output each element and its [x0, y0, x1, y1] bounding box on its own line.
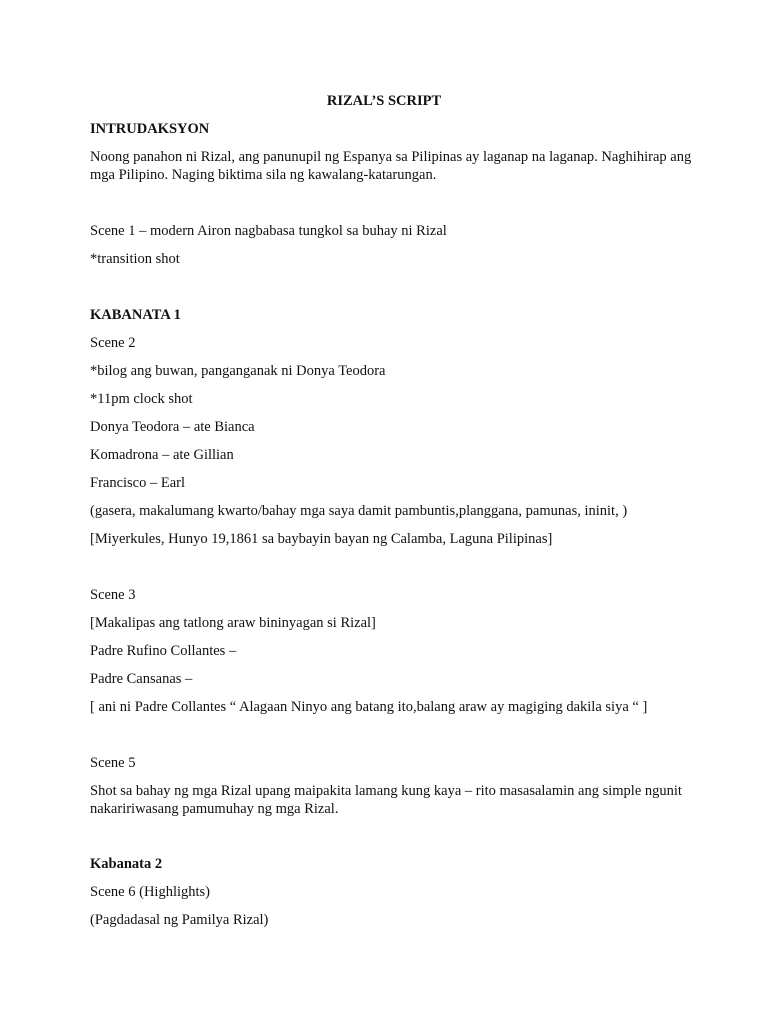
document-title: RIZAL’S SCRIPT [326, 93, 442, 109]
scene-3-baptism-note: [Makalipas ang tatlong araw bininyagan si Rizal] [90, 615, 376, 631]
intro-heading: INTRUDAKSYON [90, 121, 210, 137]
scene-2-props: (gasera, makalumang kwarto/bahay mga saya damit pambuntis,planggana, pamunas, ininit, ) [90, 503, 628, 519]
cast-padre-cansanas: Padre Cansanas – [90, 671, 193, 687]
scene-6-label: Scene 6 (Highlights) [90, 884, 211, 900]
kabanata-2-heading: Kabanata 2 [90, 856, 163, 872]
scene-5-label: Scene 5 [90, 755, 136, 771]
kabanata-1-heading: KABANATA 1 [90, 307, 181, 323]
scene-5-paragraph-line-2: nakaririwasang pamumuhay ng mga Rizal. [90, 801, 339, 817]
scene-1-line: Scene 1 – modern Airon nagbabasa tungkol sa buhay ni Rizal [90, 223, 447, 239]
scene-5-paragraph-line-1: Shot sa bahay ng mga Rizal upang maipakita lamang kung kaya – rito masasalamin ang simple ngunit [90, 783, 682, 799]
scene-2-moon-note: *bilog ang buwan, panganganak ni Donya Teodora [90, 363, 386, 379]
scene-6-note: (Pagdadasal ng Pamilya Rizal) [90, 912, 269, 928]
scene-2-clock-note: *11pm clock shot [90, 391, 193, 407]
cast-padre-collantes: Padre Rufino Collantes – [90, 643, 237, 659]
cast-francisco: Francisco – Earl [90, 475, 186, 491]
scene-2-setting: [Miyerkules, Hunyo 19,1861 sa baybayin bayan ng Calamba, Laguna Pilipinas] [90, 531, 553, 547]
intro-paragraph-line-2: mga Pilipino. Naging biktima sila ng kawalang-katarungan. [90, 167, 437, 183]
scene-2-label: Scene 2 [90, 335, 136, 351]
cast-komadrona: Komadrona – ate Gillian [90, 447, 234, 463]
cast-donya-teodora: Donya Teodora – ate Bianca [90, 419, 255, 435]
intro-paragraph-line-1: Noong panahon ni Rizal, ang panunupil ng Espanya sa Pilipinas ay laganap na laganap. Naghihirap ang [90, 149, 692, 165]
scene-3-quote: [ ani ni Padre Collantes “ Alagaan Ninyo ang batang ito,balang araw ay magiging dakila siya “ ] [90, 699, 648, 715]
transition-shot-note: *transition shot [90, 251, 180, 267]
scene-3-label: Scene 3 [90, 587, 136, 603]
